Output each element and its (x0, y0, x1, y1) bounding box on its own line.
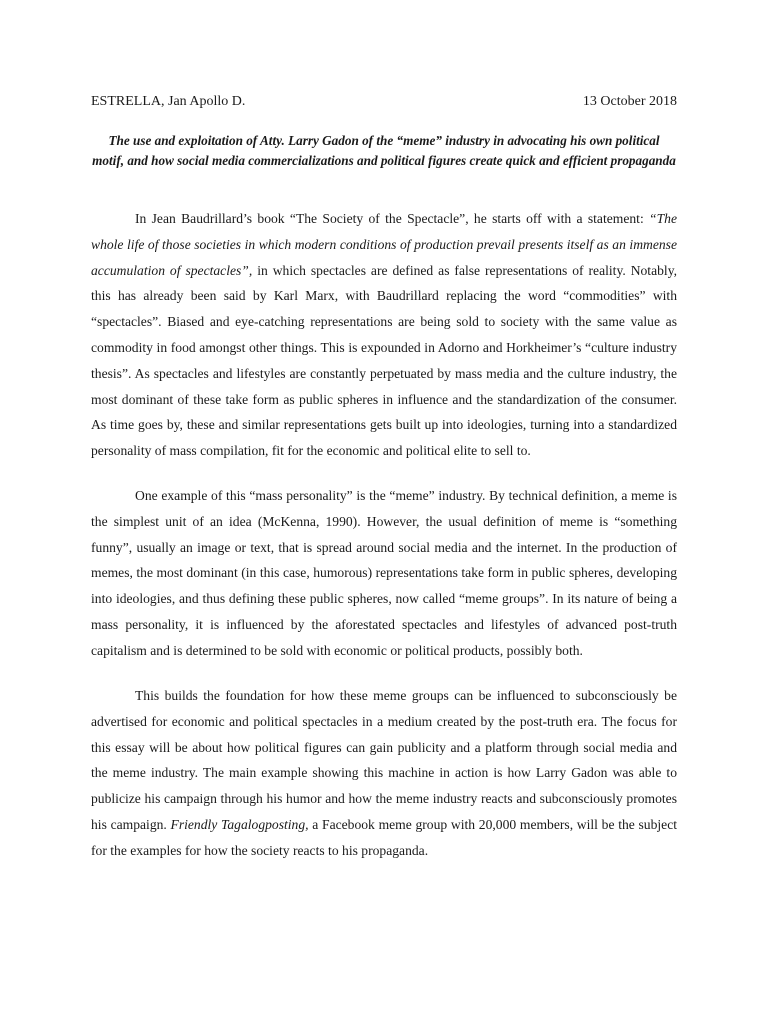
paragraph-2: One example of this “mass personality” is the “meme” industry. By technical definition, a meme is the simplest unit of an idea (McKenna, 1990). However, the usual definition of meme is “something funny”, usually an image or text, that is spread around social media and the internet. In the production of memes, the most dominant (in this case, humorous) representations take form in public spheres, developing into ideologies, and thus defining these public spheres, now called “meme groups”. In its nature of being a mass personality, it is influenced by the aforestated spectacles and lifestyles of advanced post-truth capitalism and is determined to be sold with economic or political products, possibly both. (91, 488, 677, 658)
author-name: ESTRELLA, Jan Apollo D. (91, 94, 246, 109)
paragraph-3-body: a Facebook meme group with 20,000 members, will be the subject for the examples for how the society reacts to his propaganda. (91, 816, 678, 858)
essay-title: The use and exploitation of Atty. Larry Gadon of the “meme” industry in advocating his own political motif, and how social media commercializations and political figures create quick and efficient propaganda (92, 133, 676, 168)
paragraph-3-group-name: Friendly Tagalogposting, (170, 816, 309, 832)
paragraph-3-intro: This builds the foundation for how these meme groups can be influenced to subconsciously be advertised for economic and political spectacles in a medium created by the post-truth era. The focus for this essay will be about how political figures can gain publicity and a platform through social media and the meme industry. The main example showing this machine in action is how Larry Gadon was able to publicize his campaign through his humor and how the meme industry reacts and subconsciously promotes his campaign. (91, 688, 677, 832)
paragraph-1 (91, 206, 677, 464)
paragraph-1-body: in which spectacles are defined as false representations of reality. Notably, this has already been said by Karl Marx, with Baudrillard replacing the word “commodities” with “spectacles”. Biased and eye-catching representations are being sold to society with the same value as commodity in food amongst other things. This is expounded in Adorno and Horkheimer’s “culture industry thesis”. As spectacles and lifestyles are constantly perpetuated by mass media and the culture industry, the most dominant of these take form as public spheres in influence and the standardization of the consumer. As time goes by, these and similar representations gets built up into ideologies, turning into a standardized personality of mass compilation, fit for the economic and political elite to sell to. (91, 262, 678, 459)
paragraph-1-intro: In Jean Baudrillard’s book “The Society of the Spectacle”, he starts off with a statement: (135, 211, 650, 226)
document-date: 13 October 2018 (582, 94, 677, 109)
paragraph-3 (91, 683, 677, 864)
document-header (91, 93, 677, 111)
paragraph-1-quote: “The whole life of those societies in which modern conditions of production prevail presents itself as an immense accumulation of spectacles”, (91, 211, 677, 278)
